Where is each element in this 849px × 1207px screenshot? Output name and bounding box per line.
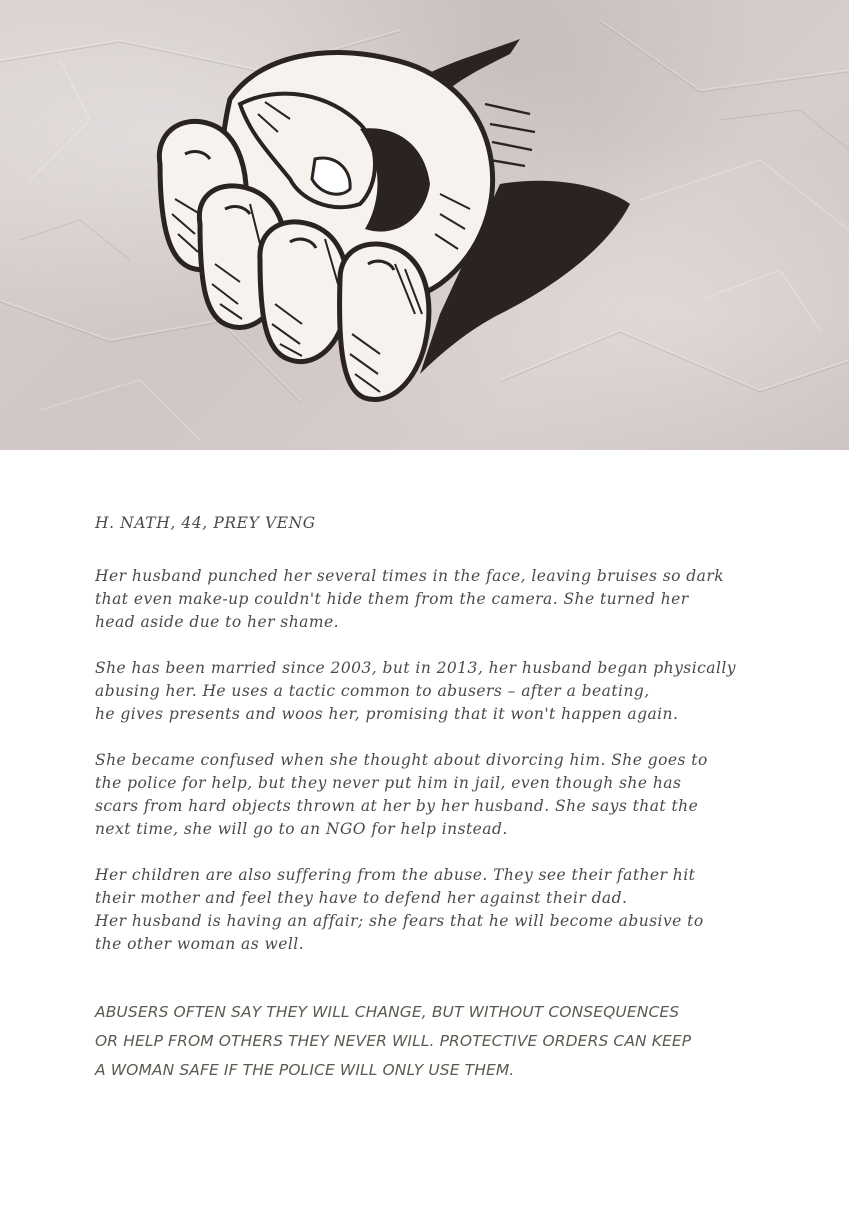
- story-paragraph: She has been married since 2003, but in 2013, her husband began physically abusing her. He uses a tactic common to abusers – after a beating, he gives presents and woos her, promising that it won't happen again.: [95, 659, 736, 723]
- callout-statement: ABUSERS OFTEN SAY THEY WILL CHANGE, BUT WITHOUT CONSEQUENCES OR HELP FROM OTHERS THEY NEVER WILL. PROTECTIVE ORDERS CAN KEEP A WOMAN SAFE IF THE POLICE WILL ONLY USE THEM.: [95, 1003, 692, 1079]
- hero-illustration: [0, 0, 849, 450]
- story-paragraph: Her husband punched her several times in the face, leaving bruises so dark that even make-up couldn't hide them from the camera. She turned her head aside due to her shame.: [95, 567, 725, 631]
- story-paragraph: She became confused when she thought about divorcing him. She goes to the police for help, but they never put him in jail, even though she has scars from hard objects thrown at her by her husband. She says that the next time, she will go to an NGO for help instead.: [95, 751, 708, 838]
- story-paragraph: Her children are also suffering from the abuse. They see their father hit their mother and feel they have to defend her against their dad. Her husband is having an affair; she fears that he will become abusive to the other woman as well.: [95, 866, 704, 953]
- article-body: [95, 512, 775, 1085]
- story-byline: H. NATH, 44, PREY VENG: [95, 514, 316, 532]
- clenched-fist-icon: [140, 14, 640, 434]
